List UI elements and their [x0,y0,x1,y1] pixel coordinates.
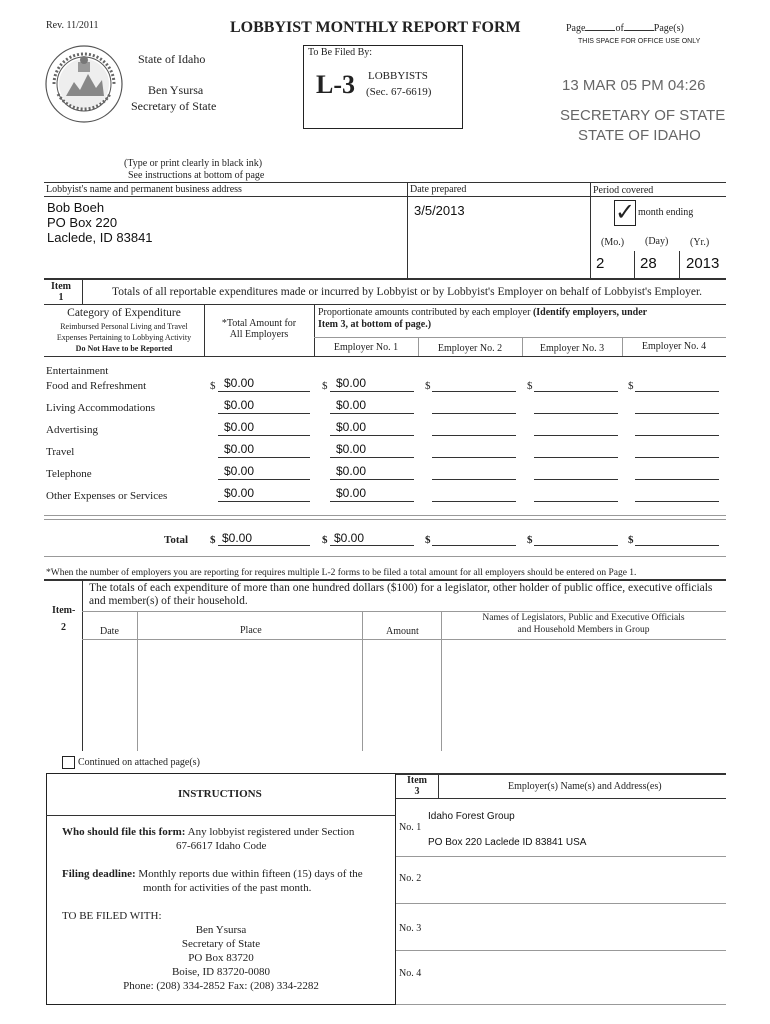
total-dollar-sign: $ [210,534,216,546]
ink-instruction: (Type or print clearly in black ink) [124,158,263,169]
month-col-label: (Mo.) [601,237,625,248]
row-label: Living Accommodations [46,402,156,414]
item3-header: Employer(s) Name(s) and Address(es) [508,781,662,792]
filed-by-label: To Be Filed By: [308,47,373,58]
proportion-header-line2: Item 3, at bottom of page.) [318,319,432,330]
official-title: Secretary of State [131,99,217,113]
date-prepared-label: Date prepared [410,184,467,195]
stamp-office-line2: STATE OF IDAHO [578,127,701,144]
office-use-label: THIS SPACE FOR OFFICE USE ONLY [578,38,701,45]
revision-label: Rev. 11/2011 [46,20,99,31]
row-employer1-amount[interactable]: $0.00 [336,464,367,478]
see-instructions-note: See instructions at bottom of page [128,170,265,181]
who-should-file: Who should file this form: Any lobbyist registered under Section [62,826,355,838]
row-dollar-sign: $ [322,380,328,392]
item2-label: Item- [52,605,76,616]
row-label: Telephone [46,468,92,480]
lobbyist-address-line2[interactable]: Laclede, ID 83841 [47,230,153,245]
names-header-line2: and Household Members in Group [517,625,650,635]
category-header: Category of Expenditure [67,307,181,319]
row-dollar-sign: $ [425,380,431,392]
row-employer2-amount[interactable] [432,479,516,480]
item2-number: 2 [61,622,66,633]
pages-label: Page(s) [653,23,684,34]
row-employer2-amount[interactable] [432,501,516,502]
idaho-seal [44,44,124,124]
row-employer4-amount[interactable] [635,391,719,392]
lobbyist-name-label: Lobbyist's name and permanent business address [46,184,242,195]
item2-heading: The totals of each expenditure of more than one hundred dollars ($100) for a legislator, other holder of public office, executive officials and member(s) of their household. [89,582,713,607]
form-type: LOBBYISTS [368,70,428,82]
row-employer4-amount[interactable] [635,457,719,458]
row-employer1-amount[interactable]: $0.00 [336,376,367,390]
form-code: L-3 [316,70,355,99]
item3-label: Item 3 [407,775,427,797]
category-note2: Expenses Pertaining to Lobbying Activity [56,333,192,342]
row-label: Food and Refreshment [46,380,147,392]
row-employer4-amount[interactable] [635,501,719,502]
total-employer3[interactable] [534,545,618,546]
total-employer1[interactable]: $0.00 [334,531,365,545]
row-total-amount[interactable]: $0.00 [224,398,255,412]
row-label: Advertising [46,424,98,436]
continued-label: Continued on attached page(s) [78,757,200,768]
row-employer2-amount[interactable] [432,413,516,414]
employer-header-2: Employer No. 2 [437,343,503,354]
state-name: State of Idaho [138,52,206,66]
place-header: Place [240,625,262,636]
total-employer4[interactable] [635,545,719,546]
form-section: (Sec. 67-6619) [366,86,432,98]
period-year[interactable]: 2013 [686,255,720,272]
employer-no3-label: No. 3 [399,923,422,934]
item1-heading: Totals of all reportable expenditures made or incurred by Lobbyist or by Lobbyist's Employer on behalf of Lobbyist's Employer. [112,286,703,298]
total-label: Total [164,534,189,546]
received-timestamp: 13 MAR 05 PM 04:26 [562,77,706,94]
employer1-address[interactable]: PO Box 220 Laclede ID 83841 USA [428,837,587,848]
category-note1: Reimbursed Personal Living and Travel [60,322,188,331]
filed-with-phone-fax: Phone: (208) 334-2852 Fax: (208) 334-2282 [123,980,319,992]
names-header-line1: Names of Legislators, Public and Executive Officials [482,613,685,623]
year-col-label: (Yr.) [690,237,710,248]
total-emp3-dollar: $ [527,534,533,546]
row-total-amount[interactable]: $0.00 [224,486,255,500]
row-dollar-sign: $ [527,380,533,392]
amount-header: Amount [386,626,419,637]
row-employer4-amount[interactable] [635,435,719,436]
total-emp1-dollar: $ [322,534,328,546]
page-number-field[interactable] [585,30,615,31]
row-dollar-sign: $ [210,380,216,392]
employer-header-1: Employer No. 1 [333,342,399,353]
row-dollar-sign: $ [628,380,634,392]
row-employer3-amount[interactable] [534,457,618,458]
item1-footnote: *When the number of employers you are reporting for requires multiple L-2 forms to be filed a total amount for all employers should be entered on Page 1. [46,568,637,578]
month-ending-label: month ending [638,207,694,218]
filed-with-label: TO BE FILED WITH: [62,910,162,922]
form-title: LOBBYIST MONTHLY REPORT FORM [230,19,521,36]
row-employer2-amount[interactable] [432,435,516,436]
page-of-label: of [615,23,624,34]
row-employer3-amount[interactable] [534,501,618,502]
row-employer1-amount[interactable]: $0.00 [336,442,367,456]
employer-header-4: Employer No. 4 [641,341,707,352]
employer-no4-label: No. 4 [399,968,422,979]
category-note3: Do Not Have to be Reported [75,344,173,353]
period-day[interactable]: 28 [640,255,657,272]
row-employer1-amount[interactable]: $0.00 [336,398,367,412]
proportion-header: Proportionate amounts contributed by each employer (Identify employers, under [318,307,648,318]
filing-deadline: Filing deadline: Monthly reports due within fifteen (15) days of the [62,868,363,880]
filed-with-name: Ben Ysursa [195,924,247,936]
page-label: Page [566,23,586,34]
filed-with-pobox: PO Box 83720 [188,952,254,964]
period-covered-label: Period covered [593,185,654,196]
total-emp4-dollar: $ [628,534,634,546]
row-employer3-amount[interactable] [534,391,618,392]
total-all-employers[interactable]: $0.00 [222,531,253,545]
row-label: Travel [46,446,75,458]
row-employer1-amount[interactable]: $0.00 [336,486,367,500]
employer1-name[interactable]: Idaho Forest Group [428,811,515,822]
row-total-amount[interactable]: $0.00 [224,420,255,434]
row-total-amount[interactable]: $0.00 [224,464,255,478]
period-month[interactable]: 2 [596,255,605,272]
row-employer3-amount[interactable] [534,435,618,436]
row-employer2-amount[interactable] [432,391,516,392]
row-label: Other Expenses or Services [46,490,168,502]
row-employer1-amount[interactable]: $0.00 [336,420,367,434]
row-employer3-amount[interactable] [534,413,618,414]
month-ending-checkbox[interactable]: ✓ [615,198,636,226]
row-employer3-amount[interactable] [534,479,618,480]
total-emp2-dollar: $ [425,534,431,546]
lobbyist-address-line1[interactable]: PO Box 220 [47,215,118,230]
row-total-amount[interactable]: $0.00 [224,376,255,390]
employer-no2-label: No. 2 [399,873,422,884]
employer-header-3: Employer No. 3 [539,343,605,354]
instructions-title: INSTRUCTIONS [178,788,262,800]
page-total-field[interactable] [624,30,654,31]
day-col-label: (Day) [645,236,669,247]
date-header: Date [100,626,119,637]
row-employer4-amount[interactable] [635,479,719,480]
filing-deadline-line2: month for activities of the past month. [143,882,312,894]
row-employer2-amount[interactable] [432,457,516,458]
row-label-entertainment: Entertainment [46,365,109,377]
item1-label: Item 1 [51,281,71,303]
lobbyist-name[interactable]: Bob Boeh [47,200,105,215]
total-employer2[interactable] [432,545,516,546]
page-number-area [566,23,684,34]
row-employer4-amount[interactable] [635,413,719,414]
date-prepared-value[interactable]: 3/5/2013 [414,203,465,218]
row-total-amount[interactable]: $0.00 [224,442,255,456]
form-code-box [303,45,463,129]
official-name: Ben Ysursa [148,83,204,97]
filed-with-city: Boise, ID 83720-0080 [171,966,271,978]
filed-with-title: Secretary of State [181,938,261,950]
employer-no1-label: No. 1 [399,822,422,833]
stamp-office-line1: SECRETARY OF STATE [560,107,726,124]
who-should-file-line2: 67-6617 Idaho Code [176,840,267,852]
total-header: *Total Amount for All Employers [221,318,297,340]
continued-checkbox[interactable] [62,756,75,769]
